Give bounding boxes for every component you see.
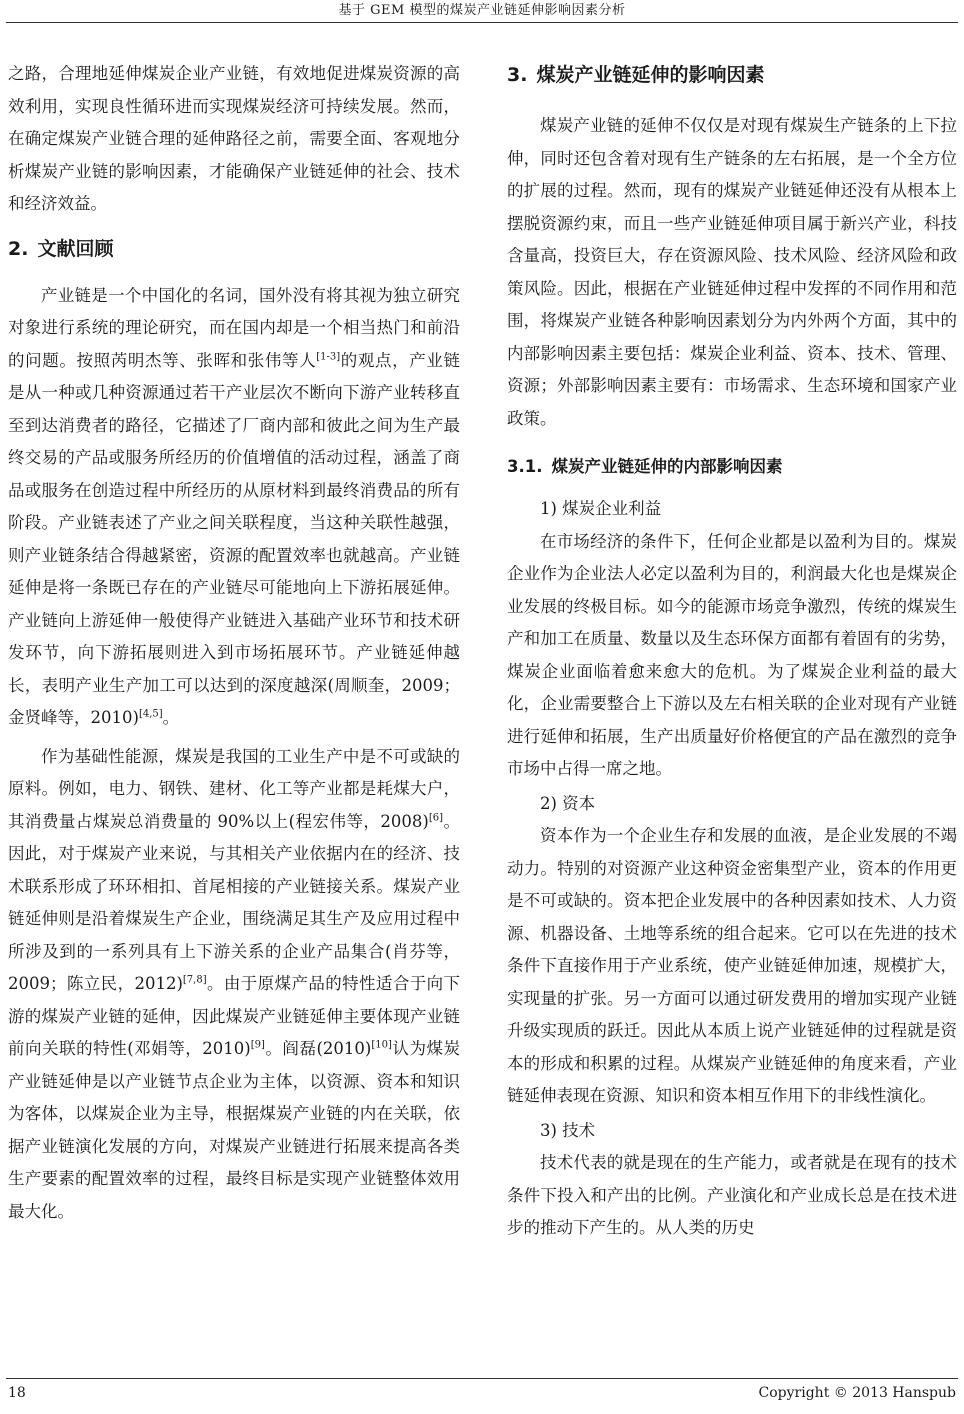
- citation-ref: [1-3]: [316, 351, 341, 362]
- subsection-number: 3.1.: [507, 457, 543, 476]
- paragraph-intro-continued: 之路，合理地延伸煤炭企业产业链，有效地促进煤炭资源的高效利用，实现良性循环进而实现煤炭经济可持续发展。然而，在确定煤炭产业链合理的延伸路径之前，需要全面、客观地分析煤炭产业链的影响因素，才能确保产业链延伸的社会、技术和经济效益。: [8, 64, 460, 213]
- citation-ref: [9]: [250, 1039, 265, 1051]
- section-title: 文献回顾: [37, 237, 114, 260]
- list-item-technology: 3) 技术: [540, 1120, 596, 1140]
- left-column: [8, 58, 460, 1228]
- subsection-title: 煤炭产业链延伸的内部影响因素: [551, 457, 783, 476]
- citation-ref: [6]: [428, 812, 444, 823]
- section-heading-literature-review: [8, 236, 460, 262]
- paragraph-capital: 资本作为一个企业生存和发展的血液，是企业发展的不竭动力。特别的对资源产业这种资金密集型产业，资本的作用更是不可或缺的。资本把企业发展中的各种因素如技术、人力资源、机器设备、土地等系统的组合起来。它可以在先进的技术条件下直接作用于产业系统，使产业链延伸加速，规模扩大，实现量的扩张。另一方面可以通过研发费用的增加实现产业链升级实现质的跃迁。因此从本质上说产业链延伸的过程就是资本的形成和积累的过程。从煤炭产业链延伸的角度来看，产业链延伸表现在资源、知识和资本相互作用下的非线性演化。: [507, 826, 957, 1105]
- list-item-capital: 2) 资本: [540, 793, 596, 813]
- paragraph-coal-industry-chain: 作为基础性能源，煤炭是我国的工业生产中是不可或缺的原料。例如，电力、钢铁、建材、化工等产业都是耗煤大户，其消费量占煤炭总消费量的 90%以上(程宏伟等，2008)[6]。因此，对于煤炭产业来说，与其相关产业依据内在的经济、技术联系形成了环环相扣、首尾相接的产业链接关系。煤炭产业链延伸则是沿着煤炭生产企业，围绕满足其生产及应用过程中所涉及到的一系列具有上下游关系的企业产品集合(肖芬等，2009；陈立民，2012)[7,8]。由于原煤产品的特性适合于向下游的煤炭产业链的延伸，因此煤炭产业链延伸主要体现产业链前向关联的特性(邓娟等，2010)[9]。阎磊(2010)[10]认为煤炭产业链延伸是以产业链节点企业为主体，以资源、资本和知识为客体，以煤炭企业为主导，根据煤炭产业链的内在关联，依据产业链演化发展的方向，对煤炭产业链进行拓展来提高各类生产要素的配置效率的过程，最终目标是实现产业链整体效用最大化。: [8, 746, 460, 1221]
- section-title: 煤炭产业链延伸的影响因素: [536, 64, 765, 86]
- paragraph-technology: 技术代表的就是现在的生产能力，或者就是在现有的技术条件下投入和产出的比例。产业演化和产业成长总是在技术进步的推动下产生的。从人类的历史: [507, 1153, 957, 1237]
- paragraph-factors-overview: 煤炭产业链的延伸不仅仅是对现有煤炭生产链条的上下拉伸，同时还包含着对现有生产链条的左右拓展，是一个全方位的扩展的过程。然而，现有的煤炭产业链延伸还没有从根本上摆脱资源约束，而且一些产业链延伸项目属于新兴产业，科技含量高，投资巨大，存在资源风险、技术风险、经济风险和政策风险。因此，根据在产业链延伸过程中发挥的不同作用和范围，将煤炭产业链各种影响因素划分为内外两个方面，其中的内部影响因素主要包括：煤炭企业利益、资本、技术、管理、资源；外部影响因素主要有：市场需求、生态环境和国家产业政策。: [507, 116, 957, 428]
- paragraph-enterprise-interest: 在市场经济的条件下，任何企业都是以盈利为目的。煤炭企业作为企业法人必定以盈利为目的，利润最大化也是煤炭企业发展的终极目标。如今的能源市场竞争激烈，传统的煤炭生产和加工在质量、数量以及生态环保方面都有着固有的劣势，煤炭企业面临着愈来愈大的危机。为了煤炭企业利益的最大化，企业需要整合上下游以及左右相关联的企业对现有产业链进行延伸和拓展，生产出质量好价格便宜的产品在激烈的竞争市场中占得一席之地。: [507, 531, 957, 778]
- section-heading-influencing-factors: [507, 62, 957, 88]
- paragraph-industry-chain-definition: 产业链是一个中国化的名词，国外没有将其视为独立研究对象进行系统的理论研究，而在国内却是一个相当热门和前沿的问题。按照芮明杰等、张晖和张伟等人[1-3]的观点，产业链是从一种或几种资源通过若干产业层次不断向下游产业转移直至到达消费者的路径，它描述了厂商内部和彼此之间为生产最终交易的产品或服务所经历的价值增值的活动过程，涵盖了商品或服务在创造过程中所经历的从原材料到最终消费品的所有阶段。产业链表述了产业之间关联程度，当这种关联性越强，则产业链条结合得越紧密，资源的配置效率也就越高。产业链延伸是将一条既已存在的产业链尽可能地向上下游拓展延伸。产业链向上游延伸一般使得产业链进入基础产业环节和技术研发环节，向下游拓展则进入到市场拓展环节。产业链延伸越长，表明产业生产加工可以达到的深度越深(周顺奎，2009；金贤峰等，2010)[4,5]。: [8, 285, 460, 727]
- citation-ref: [10]: [371, 1039, 392, 1051]
- footer-rule: [6, 1378, 958, 1379]
- page-number: 18: [8, 1385, 26, 1401]
- citation-ref: [7,8]: [182, 974, 207, 986]
- copyright-notice: Copyright © 2013 Hanspub: [758, 1385, 956, 1401]
- subsection-heading-internal-factors: [507, 455, 957, 479]
- section-number: 2.: [8, 237, 29, 260]
- header-rule: [6, 22, 958, 23]
- list-item-enterprise-interest: 1) 煤炭企业利益: [540, 499, 662, 518]
- right-column: [507, 58, 957, 1245]
- section-number: 3.: [507, 64, 528, 86]
- citation-ref: [4,5]: [138, 708, 163, 720]
- running-header: 基于 GEM 模型的煤炭产业链延伸影响因素分析: [338, 3, 626, 18]
